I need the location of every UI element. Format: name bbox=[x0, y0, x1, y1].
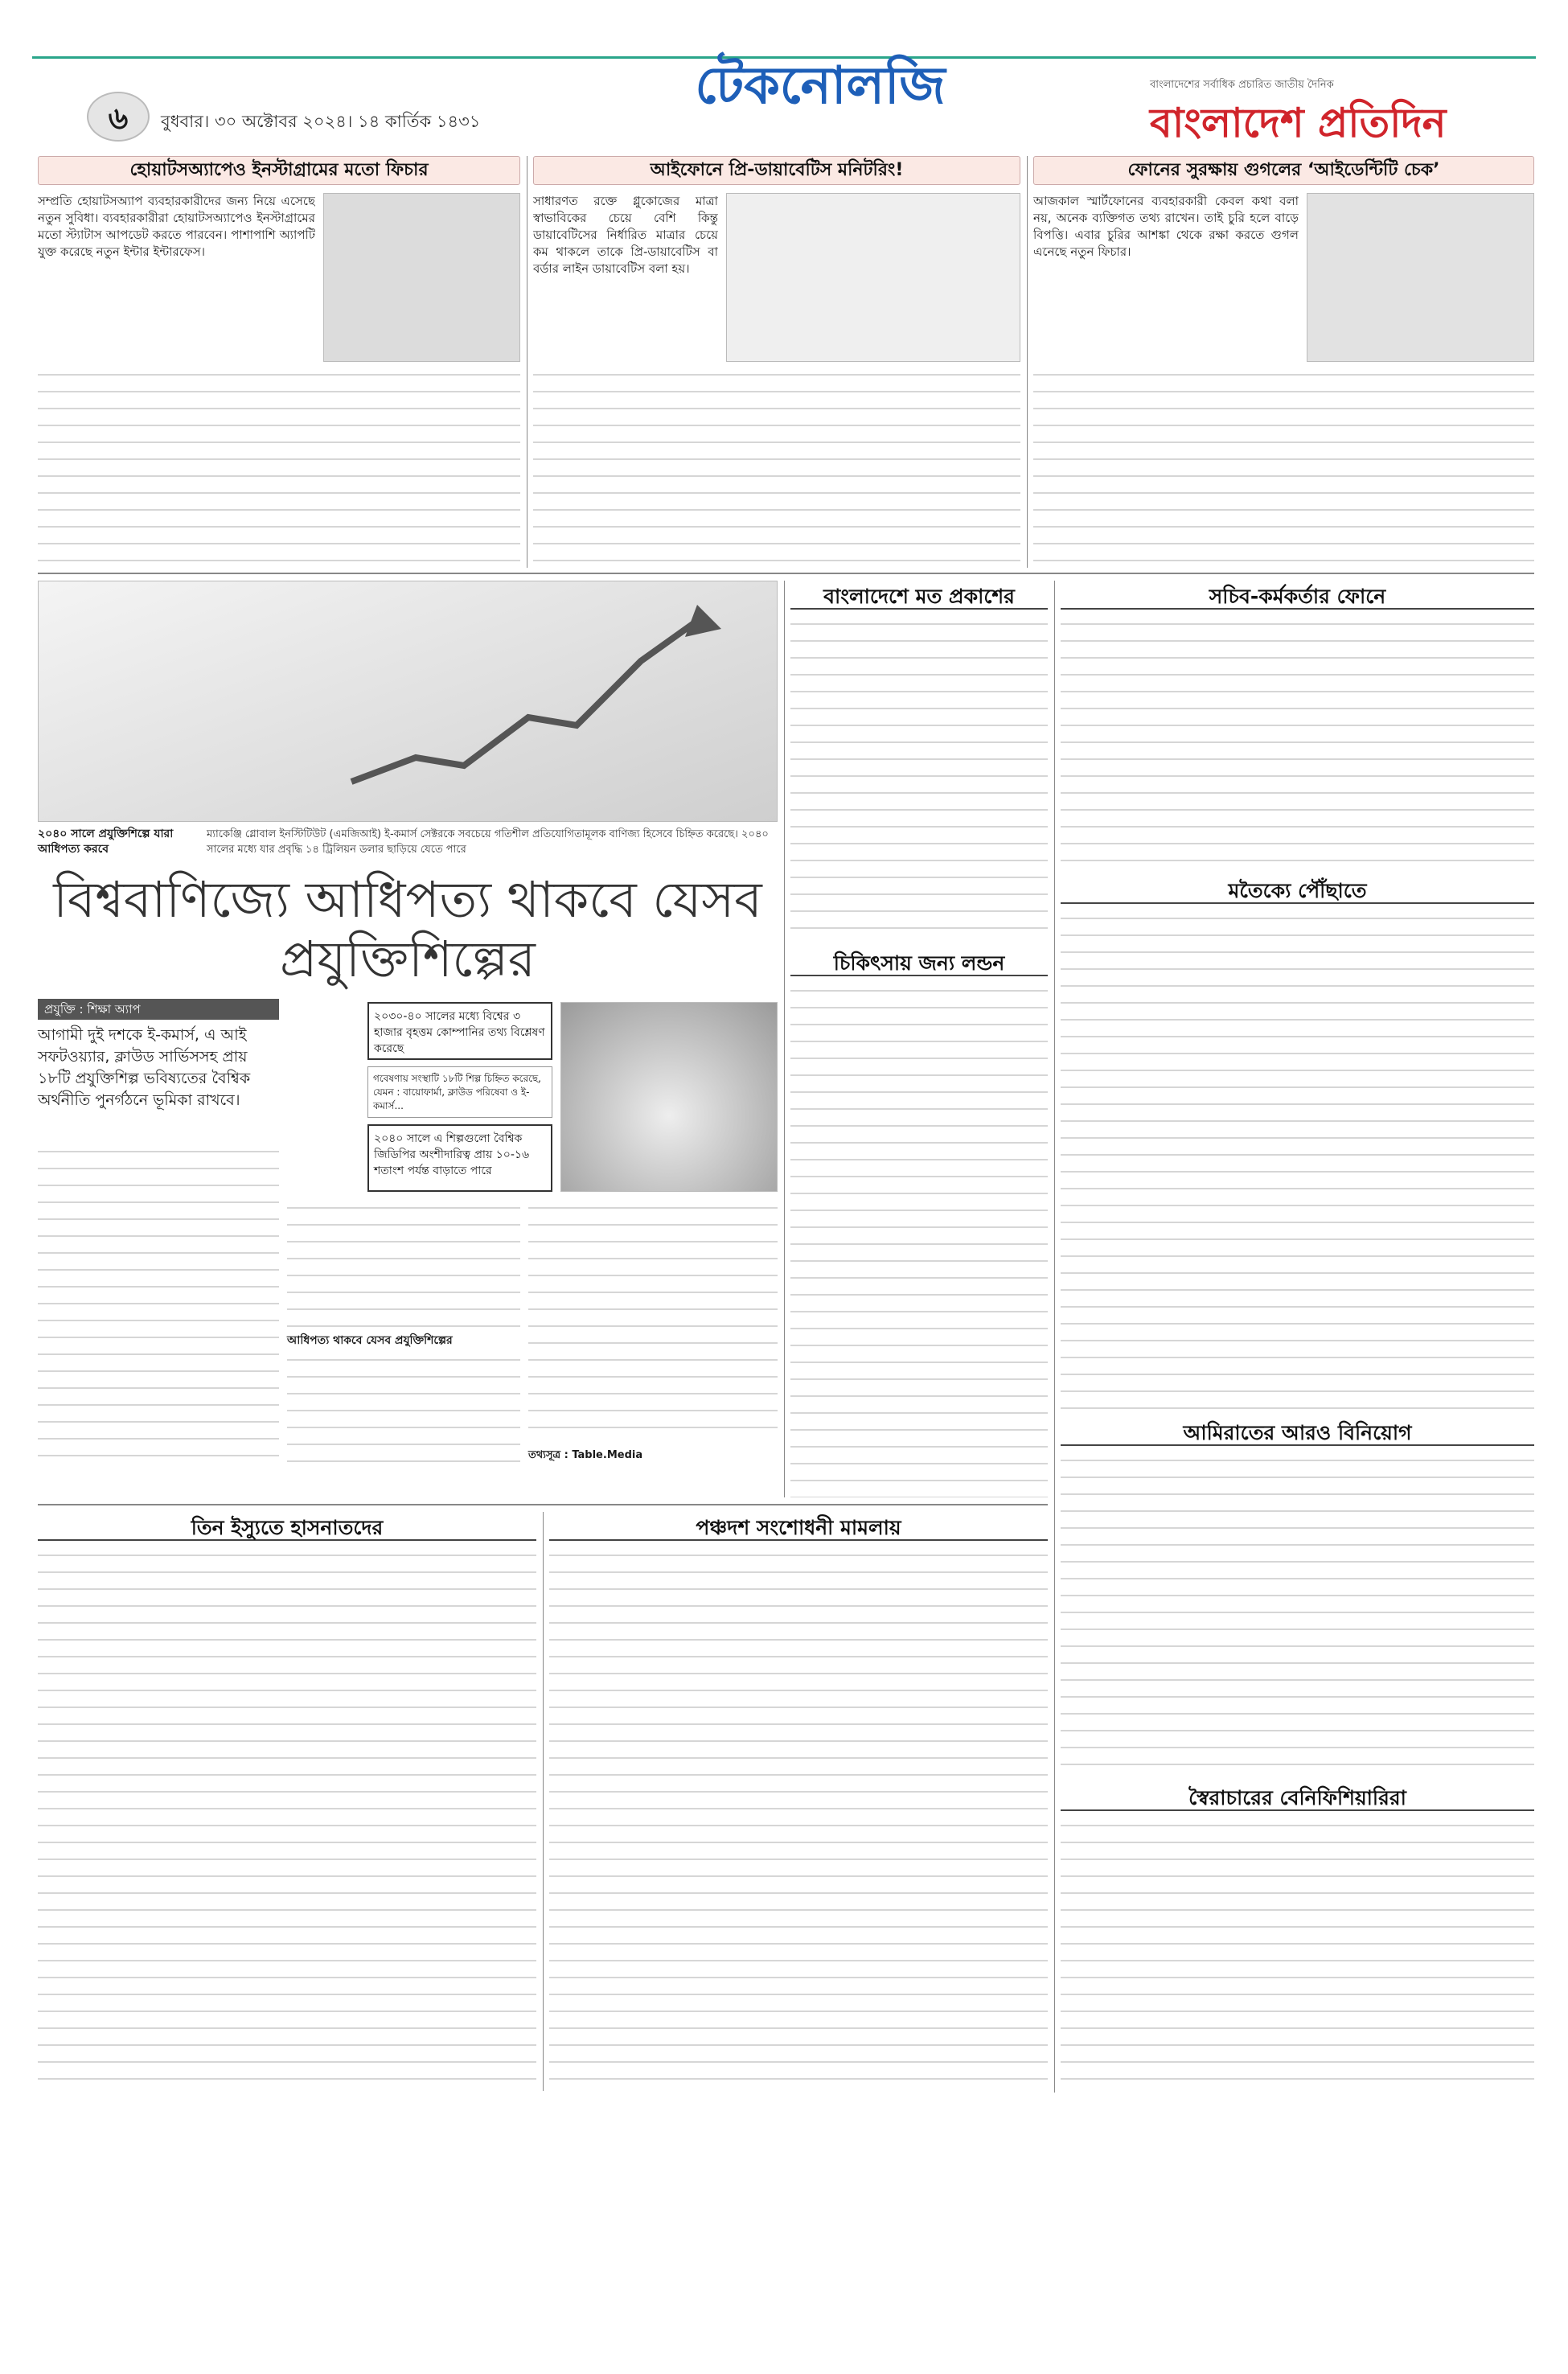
feature-headline: বিশ্ববাণিজ্যে আধিপত্য থাকবে যেসব প্রযুক্তিশিল্পের bbox=[53, 870, 762, 988]
story-google bbox=[1033, 156, 1534, 568]
column-divider bbox=[1054, 581, 1055, 2093]
story-google-title: ফোনের সুরক্ষায় গুগলের ‘আইডেন্টিটি চেক’ bbox=[1033, 156, 1534, 185]
middle-story-1-title: বাংলাদেশে মত প্রকাশের bbox=[790, 581, 1048, 610]
middle-column bbox=[790, 581, 1048, 1497]
feature-block bbox=[38, 581, 778, 1497]
paper-tagline: বাংলাদেশের সর্বাধিক প্রচারিত জাতীয় দৈনিক bbox=[1150, 79, 1334, 91]
android-phone-image bbox=[1307, 193, 1534, 362]
column-divider bbox=[1027, 156, 1028, 568]
feature-intro: আগামী দুই দশকে ই-কমার্স, এ আই সফটওয়্যার, ক্লাউড সার্ভিসসহ প্রায় ১৮টি প্রযুক্তিশিল্প ভবিষ্যতের বৈশ্বিক অর্থনীতি পুনর্গঠনে ভূমিকা রাখবে। bbox=[38, 1026, 251, 1109]
stat-2-text: গবেষণায় সংস্থাটি ১৮টি শিল্প চিহ্নিত করেছে, যেমন : বায়োফার্মা, ক্লাউড পরিষেবা ও ই-কমার্স... bbox=[373, 1073, 541, 1111]
stat-box bbox=[367, 1124, 552, 1192]
right-story-1-title: সচিব-কর্মকর্তার ফোনে bbox=[1061, 581, 1534, 610]
growth-arrow-icon bbox=[343, 597, 745, 798]
right-story-2-title: মতৈক্যে পৌঁছাতে bbox=[1061, 875, 1534, 904]
right-story-1-body bbox=[1061, 616, 1534, 865]
right-story-4-title: স্বৈরাচারের বেনিফিশিয়ারিরা bbox=[1061, 1782, 1534, 1811]
section-rule bbox=[38, 1504, 1048, 1505]
dateline: বুধবার। ৩০ অক্টোবর ২০২৪। ১৪ কার্তিক ১৪৩১ bbox=[161, 112, 481, 131]
right-story-2-body bbox=[1061, 910, 1534, 1409]
story-iphone bbox=[533, 156, 1020, 568]
bottom-story-2-body bbox=[549, 1547, 1048, 2094]
section-rule bbox=[38, 573, 1534, 574]
middle-story-2-body bbox=[790, 983, 1048, 1497]
story-iphone-body bbox=[533, 367, 1020, 568]
column-divider bbox=[543, 1512, 544, 2091]
stat-1-text: ২০৩০-৪০ সালের মধ্যে বিশ্বের ৩ হাজার বৃহত্তম কোম্পানির তথ্য বিশ্লেষণ করেছে bbox=[374, 1010, 545, 1055]
feature-source: তথ্যসূত্র : Table.Media bbox=[528, 1449, 643, 1461]
feature-body-col1 bbox=[38, 1144, 279, 1465]
page-number: ৬ bbox=[108, 101, 129, 136]
right-story-4-body bbox=[1061, 1817, 1534, 2093]
paper-name: বাংলাদেশ প্রতিদিন bbox=[1150, 100, 1447, 146]
story-whatsapp bbox=[38, 156, 520, 568]
bottom-story-1-body bbox=[38, 1547, 536, 2094]
stat-3-text: ২০৪০ সালে এ শিল্পগুলো বৈশ্বিক জিডিপির অংশীদারিত্ব প্রায় ১০-১৬ শতাংশ পর্যন্ত বাড়াতে পারে bbox=[374, 1132, 530, 1177]
story-iphone-title: আইফোনে প্রি-ডায়াবেটিস মনিটরিং! bbox=[533, 156, 1020, 185]
feature-subhead: আধিপত্য থাকবে যেসব প্রযুক্তিশিল্পের bbox=[287, 1333, 520, 1349]
story-whatsapp-body bbox=[38, 367, 520, 568]
right-column bbox=[1061, 581, 1534, 2093]
feature-main-caption: ২০৪০ সালে প্রযুক্তিশিল্পে যারা আধিপত্য করবে bbox=[38, 828, 174, 856]
feature-tag: প্রযুক্তি : শিক্ষা অ্যাপ bbox=[38, 999, 279, 1020]
column-divider bbox=[784, 581, 785, 1497]
feature-body-col3 bbox=[528, 1200, 778, 1441]
masthead bbox=[0, 0, 1568, 153]
iphone-health-image bbox=[726, 193, 1020, 362]
story-whatsapp-title: হোয়াটসঅ্যাপেও ইনস্টাগ্রামের মতো ফিচার bbox=[38, 156, 520, 185]
right-story-3-title: আমিরাতের আরও বিনিয়োগ bbox=[1061, 1417, 1534, 1446]
stat-box bbox=[367, 1066, 552, 1118]
section-title: টেকনোলজি bbox=[695, 56, 946, 116]
story-google-body bbox=[1033, 367, 1534, 568]
bottom-story-1 bbox=[38, 1512, 536, 2099]
bottom-story-1-title: তিন ইস্যুতে হাসনাতদের bbox=[38, 1512, 536, 1541]
story-whatsapp-lede: সম্প্রতি হোয়াটসঅ্যাপ ব্যবহারকারীদের জন্য নিয়ে এসেছে নতুন সুবিধা। ব্যবহারকারীরা হোয়াটসঅ্যাপেও ইনস্টাগ্রামের মতো স্ট্যাটাস আপডেট করতে পারবেন। পাশাপাশি অ্যাপটি যুক্ত করেছে নতুন ইন্টার ইন্টারফেস। bbox=[38, 194, 315, 259]
bottom-story-2 bbox=[549, 1512, 1048, 2099]
phone-hand-image bbox=[323, 193, 520, 362]
bottom-story-2-title: পঞ্চদশ সংশোধনী মামলায় bbox=[549, 1512, 1048, 1541]
middle-story-2-title: চিকিৎসায় জন্য লন্ডন bbox=[790, 947, 1048, 976]
right-story-3-body bbox=[1061, 1452, 1534, 1774]
stat-box bbox=[367, 1002, 552, 1060]
feature-caption: ম্যাকেঞ্জি গ্লোবাল ইনস্টিটিউট (এমজিআই) ই-কমার্স সেক্টরকে সবচেয়ে গতিশীল প্রতিযোগিতামূলক বাণিজ্য হিসেবে চিহ্নিত করেছে। ২০৪০ সালের মধ্যে যার প্রবৃদ্ধি ১৪ ট্রিলিয়ন ডলার ছাড়িয়ে যেতে পারে bbox=[207, 828, 769, 856]
story-google-lede: আজকাল স্মার্টফোনের ব্যবহারকারী কেবল কথা বলা নয়, অনেক ব্যক্তিগত তথ্য রাখেন। তাই চুরি হলে বাড়ে বিপত্তি। এবার চুরির আশঙ্কা থেকে রক্ষা করতে গুগল এনেছে নতুন ফিচার। bbox=[1033, 194, 1299, 259]
network-globe-image bbox=[560, 1002, 778, 1192]
story-iphone-lede: সাধারণত রক্তে গ্লুকোজের মাত্রা স্বাভাবিকের চেয়ে বেশি কিন্তু ডায়াবেটিসের নির্ধারিত মাত্রার চেয়ে কম থাকলে তাকে প্রি-ডায়াবেটিস বা বর্ডার লাইন ডায়াবেটিস বলা হয়। bbox=[533, 194, 718, 276]
middle-story-1-body bbox=[790, 616, 1048, 938]
